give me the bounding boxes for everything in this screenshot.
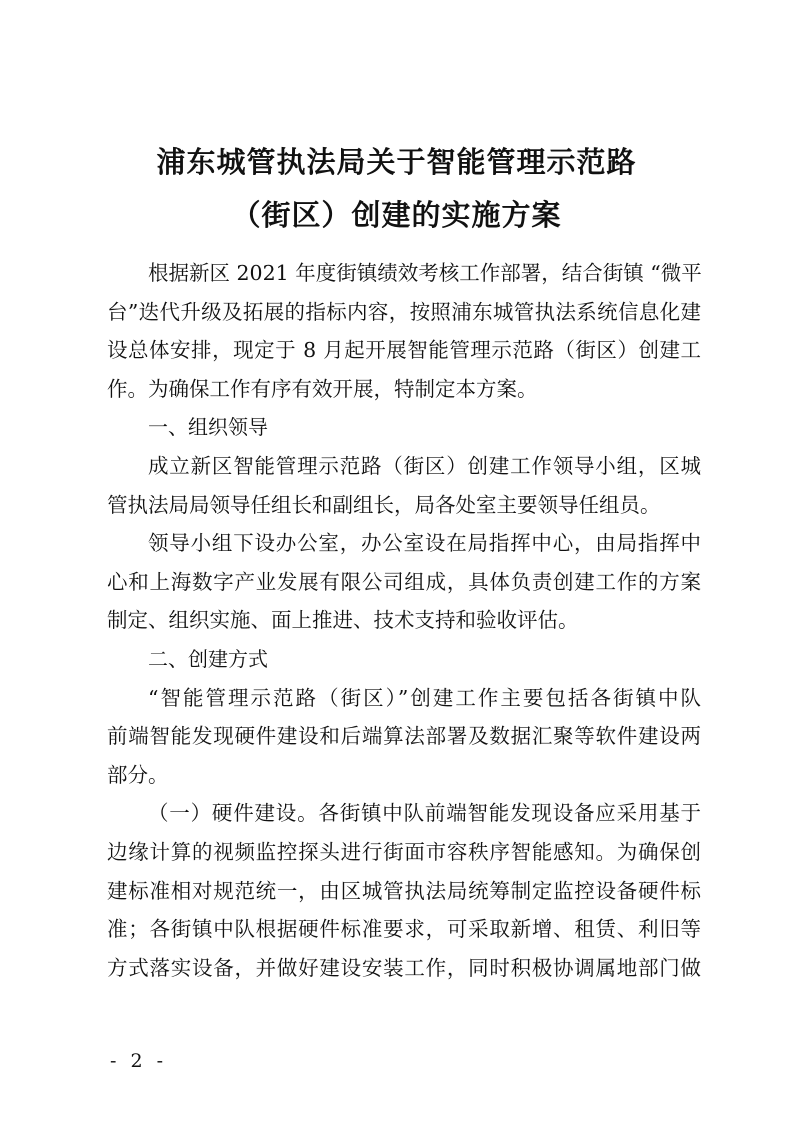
text-line: 设总体安排，现定于 8 月起开展智能管理示范路（街区）创建工: [107, 338, 701, 363]
text-line: 二、创建方式: [148, 646, 268, 671]
paragraph: [107, 254, 701, 408]
paragraph: [107, 447, 701, 524]
text-line: 方式落实设备，并做好建设安装工作，同时积极协调属地部门做: [107, 955, 701, 980]
text-line: 管执法局局领导任组长和副组长，局各处室主要领导任组员。: [107, 492, 661, 517]
text-line: 作。为确保工作有序有效开展，特制定本方案。: [107, 376, 538, 401]
text-line: 心和上海数字产业发展有限公司组成，具体负责创建工作的方案: [107, 569, 701, 594]
text-line: 建标准相对规范统一，由区城管执法局统筹制定监控设备硬件标: [107, 878, 701, 903]
text-line: 边缘计算的视频监控探头进行街面市容秩序智能感知。为确保创: [107, 839, 701, 864]
text-line: 根据新区 2021 年度街镇绩效考核工作部署，结合街镇 “微平: [148, 261, 702, 285]
document-body: [107, 254, 701, 987]
text-line: “智能管理示范路（街区）”创建工作主要包括各街镇中队: [148, 685, 701, 710]
text-line: （一）硬件建设。各街镇中队前端智能发现设备应采用基于: [148, 801, 701, 826]
paragraph: [107, 524, 701, 640]
text-line: 领导小组下设办公室，办公室设在局指挥中心，由局指挥中: [148, 531, 701, 556]
section-heading: [107, 408, 701, 447]
text-line: 准；各街镇中队根据硬件标准要求，可采取新增、租赁、利旧等: [107, 917, 701, 942]
paragraph: [107, 679, 701, 795]
text-line: 一、组织领导: [148, 415, 268, 440]
document-title-line-2: （街区）创建的实施方案: [231, 198, 562, 232]
text-line: 部分。: [107, 762, 169, 787]
text-line: 成立新区智能管理示范路（街区）创建工作领导小组，区城: [148, 453, 701, 478]
section-heading: [107, 640, 701, 679]
text-line: 台”迭代升级及拓展的指标内容，按照浦东城管执法系统信息化建: [107, 299, 701, 324]
paragraph: [107, 794, 701, 987]
document-title-line-1: 浦东城管执法局关于智能管理示范路: [156, 145, 637, 179]
page-number: - 2 -: [110, 1050, 168, 1072]
text-line: 前端智能发现硬件建设和后端算法部署及数据汇聚等软件建设两: [107, 724, 701, 749]
text-line: 制定、组织实施、面上推进、技术支持和验收评估。: [107, 608, 579, 633]
